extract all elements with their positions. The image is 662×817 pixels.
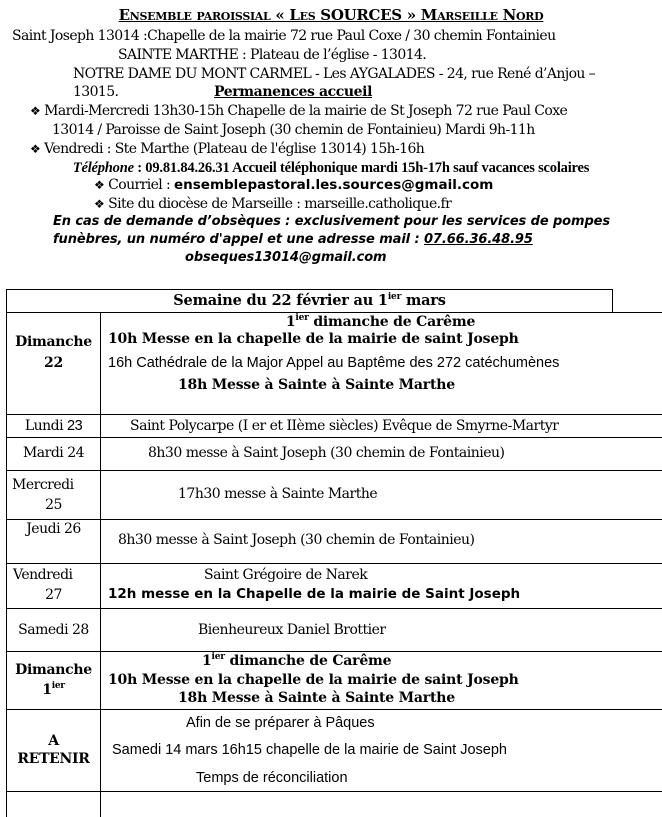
event-line: 8h30 messe à Saint Joseph (30 chemin de Fontainieu) xyxy=(148,445,505,461)
day-number: 25 xyxy=(45,497,62,513)
day-label xyxy=(7,418,100,434)
event-text: dimanche de Carême xyxy=(308,314,476,330)
obseques-text: funèbres, un numéro d'appel et une adresse mail : xyxy=(53,232,424,247)
ordinal: 1 xyxy=(202,653,212,669)
event-line: Afin de se préparer à Pâques xyxy=(186,715,375,731)
event-line xyxy=(202,653,391,669)
table-row-border xyxy=(6,791,662,792)
day-label: Samedi 28 xyxy=(18,622,89,638)
week-title-suffix: mars xyxy=(401,292,446,309)
event-line: Samedi 14 mars 16h15 chapelle de la mairie de Saint Joseph xyxy=(112,742,507,758)
phone-text: : 09.81.84.26.31 Accueil téléphonique mardi 15h-17h sauf vacances scolaires xyxy=(133,160,590,176)
site-link[interactable]: marseille.catholique.fr xyxy=(304,196,452,212)
table-column-separator xyxy=(100,312,101,817)
day-number: 27 xyxy=(45,587,62,603)
event-line: 10h Messe en la chapelle de la mairie de saint Joseph xyxy=(108,331,519,347)
week-title-text: Semaine du 22 février au 1 xyxy=(173,292,388,309)
day-label: A xyxy=(48,733,59,749)
site-label: Site du diocèse de Marseille : xyxy=(108,196,305,212)
event-text: dimanche de Carême xyxy=(224,653,392,669)
table-row-border xyxy=(6,608,662,609)
event-line: 8h30 messe à Saint Joseph (30 chemin de Fontainieu) xyxy=(118,532,475,548)
address-sainte-marthe: SAINTE MARTHE : Plateau de l’église - 13014. xyxy=(118,47,427,63)
obseques-notice: En cas de demande d’obsèques : exclusivement pour les services de pompes xyxy=(53,214,610,229)
event-line: Temps de réconciliation xyxy=(196,770,348,786)
email-link[interactable]: ensemblepastoral.les.sources@gmail.com xyxy=(173,177,494,193)
table-row-border xyxy=(6,437,662,438)
table-row-border xyxy=(6,414,662,415)
bullet-diamond-icon: ❖ xyxy=(94,197,105,211)
table-row-border xyxy=(6,312,662,313)
obseques-phone[interactable]: 07.66.36.48.95 xyxy=(423,232,533,247)
event-line xyxy=(101,314,660,330)
bullet-diamond-icon: ❖ xyxy=(94,178,105,192)
ordinal-sup: ier xyxy=(51,681,65,691)
ordinal-sup: ier xyxy=(295,313,309,323)
event-line: 18h Messe à Sainte à Sainte Marthe xyxy=(178,690,455,706)
bullet-diamond-icon: ❖ xyxy=(30,142,41,156)
event-line: 12h messe en la Chapelle de la mairie de Saint Joseph xyxy=(108,586,521,602)
table-row-border xyxy=(6,651,662,652)
event-line: 17h30 messe à Sainte Marthe xyxy=(178,486,378,502)
permanence-text: Mardi-Mercredi 13h30-15h Chapelle de la mairie de St Joseph 72 rue Paul Coxe xyxy=(44,103,568,119)
day-name: Lundi xyxy=(24,418,68,434)
table-border-top xyxy=(6,289,613,290)
day-label: Jeudi 26 xyxy=(26,521,81,537)
obseques-notice-line2 xyxy=(53,232,533,247)
site-line xyxy=(94,196,451,212)
table-header-right-border xyxy=(612,289,613,312)
permanences-title: Permanences accueil xyxy=(214,84,373,100)
day-label: Mardi 24 xyxy=(22,445,85,461)
week-title xyxy=(7,292,612,309)
event-line: 10h Messe en la chapelle de la mairie de saint Joseph xyxy=(108,672,519,688)
bullet-diamond-icon: ❖ xyxy=(30,104,41,118)
day-label: Mercredi xyxy=(12,477,74,493)
day-label: Dimanche xyxy=(15,662,92,678)
day-label: Vendredi xyxy=(13,567,73,583)
address-notre-dame: NOTRE DAME DU MONT CARMEL - Les AYGALADES - 24, rue René d’Anjou – xyxy=(73,66,596,82)
event-line: Saint Grégoire de Narek xyxy=(204,567,368,583)
address-saint-joseph: Saint Joseph 13014 :Chapelle de la mairie 72 rue Paul Coxe / 30 chemin Fontainieu xyxy=(12,28,556,44)
parish-title: Ensemble paroissial « Les SOURCES » Marseille Nord xyxy=(118,6,544,24)
day-label: Dimanche xyxy=(15,334,92,350)
phone-label: Téléphone xyxy=(72,160,134,176)
permanence-text-continued: 13014 / Paroisse de Saint Joseph (30 chemin de Fontainieu) Mardi 9h-11h xyxy=(52,122,535,138)
table-row-border xyxy=(6,519,662,520)
table-row-border xyxy=(6,709,662,710)
event-line: Bienheureux Daniel Brottier xyxy=(198,622,386,638)
day-label-2: RETENIR xyxy=(17,751,90,767)
address-notre-dame-postcode: 13015. xyxy=(73,84,119,100)
permanence-item xyxy=(30,103,567,119)
email-line xyxy=(94,177,493,193)
table-row-border xyxy=(6,563,662,564)
day-number: 22 xyxy=(44,355,63,371)
ordinal: 1 xyxy=(285,314,296,330)
table-row-border xyxy=(6,470,662,471)
permanence-item xyxy=(30,141,424,157)
event-line: 16h Cathédrale de la Major Appel au Baptême des 272 catéchumènes xyxy=(108,355,560,371)
phone-line xyxy=(0,160,662,177)
obseques-email[interactable]: obseques13014@gmail.com xyxy=(185,250,387,265)
ordinal-sup: ier xyxy=(211,652,225,662)
event-line: Saint Polycarpe (I er et IIème siècles) Evêque de Smyrne-Martyr xyxy=(130,418,559,434)
ordinal: 1 xyxy=(42,682,52,698)
day-number xyxy=(7,682,100,698)
email-label: Courriel : xyxy=(108,177,174,193)
week-title-sup: ier xyxy=(387,292,402,302)
event-line: 18h Messe à Sainte à Sainte Marthe xyxy=(178,377,455,393)
permanence-text: Vendredi : Ste Marthe (Plateau de l'église 13014) 15h-16h xyxy=(44,141,425,157)
day-number: 23 xyxy=(67,418,83,434)
